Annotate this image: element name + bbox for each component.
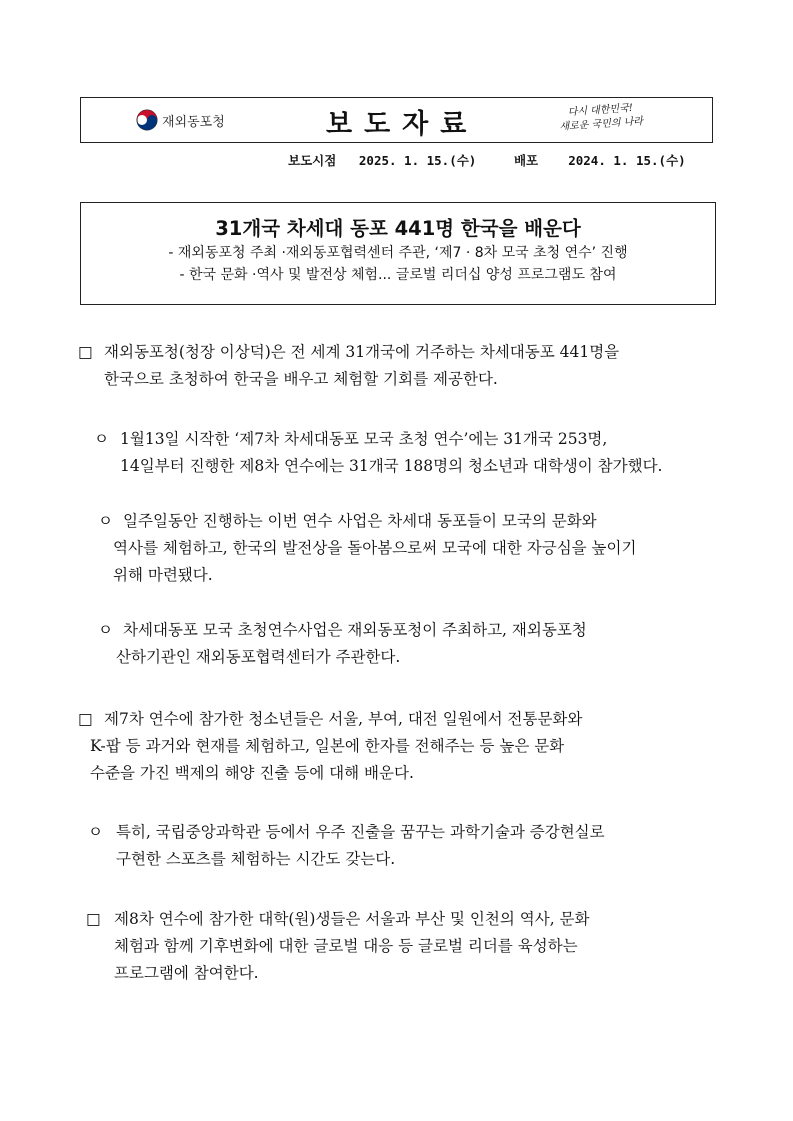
text-line: 프로그램에 참여한다. xyxy=(114,964,259,982)
paragraph-1b xyxy=(98,508,719,589)
text-line: 체험과 함께 기후변화에 대한 글로벌 대응 등 글로벌 리더를 육성하는 xyxy=(114,937,578,955)
report-label: 보도시점 xyxy=(288,153,337,168)
document-title: 보도자료 xyxy=(326,109,479,140)
circle-bullet: ㅇ xyxy=(98,621,113,639)
text-line: 제8차 연수에 참가한 대학(원)생들은 서울과 부산 및 인천의 역사, 문화 xyxy=(114,910,590,928)
text-line: 재외동포청(청장 이상덕)은 전 세계 31개국에 거주하는 차세대동포 441명을 xyxy=(104,343,620,361)
taegeuk-icon xyxy=(136,109,158,131)
headline: 31개국 차세대 동포 441명 한국을 배운다 xyxy=(215,217,581,240)
circle-bullet: ㅇ xyxy=(94,430,109,448)
text-line: 한국으로 초청하여 한국을 배우고 체험할 기회를 제공한다. xyxy=(104,370,498,388)
paragraph-3 xyxy=(86,906,718,987)
square-bullet: □ xyxy=(86,910,101,928)
text-line: 산하기관인 재외동포협력센터가 주관한다. xyxy=(116,648,401,666)
release-meta xyxy=(288,151,686,169)
slogan xyxy=(558,101,643,135)
distribution-date: 2024. 1. 15.(수) xyxy=(568,153,686,168)
subheadline-2: - 한국 문화 ·역사 및 발전상 체험... 글로벌 리더십 양성 프로그램도 참여 xyxy=(179,267,617,283)
text-line: 일주일동안 진행하는 이번 연수 사업은 차세대 동포들이 모국의 문화와 xyxy=(123,512,597,530)
paragraph-1 xyxy=(78,339,718,393)
text-line: 위해 마련됐다. xyxy=(113,566,213,584)
square-bullet: □ xyxy=(78,343,93,361)
text-line: 제7차 연수에 참가한 청소년들은 서울, 부여, 대전 일원에서 전통문화와 xyxy=(104,710,583,728)
circle-bullet: ㅇ xyxy=(88,823,103,841)
agency-logo xyxy=(136,109,225,131)
slogan-line-1: 다시 대한민국! xyxy=(567,102,634,119)
paragraph-1c xyxy=(98,617,719,671)
paragraph-2a xyxy=(88,819,718,873)
text-line: K-팝 등 과거와 현재를 체험하고, 일본에 한자를 전해주는 등 높은 문화 xyxy=(90,737,565,755)
text-line: 수준을 가진 백제의 해양 진출 등에 대해 배운다. xyxy=(90,764,414,782)
logo-text: 재외동포청 xyxy=(162,114,225,130)
press-release-header xyxy=(80,97,713,143)
square-bullet: □ xyxy=(78,710,93,728)
paragraph-2 xyxy=(78,706,718,787)
circle-bullet: ㅇ xyxy=(98,512,113,530)
report-date: 2025. 1. 15.(수) xyxy=(358,153,477,168)
text-line: 14일부터 진행한 제8차 연수에는 31개국 188명의 청소년과 대학생이 참가했다. xyxy=(120,457,663,475)
text-line: 1월13일 시작한 ‘제7차 차세대동포 모국 초청 연수’에는 31개국 253명, xyxy=(120,430,608,448)
headline-box xyxy=(80,202,716,305)
distribution-label: 배포 xyxy=(513,153,539,168)
subheadline-1: - 재외동포청 주최 ·재외동포협력센터 주관, ‘제7 · 8차 모국 초청 연수’ 진행 xyxy=(168,245,628,261)
text-line: 특히, 국립중앙과학관 등에서 우주 진출을 꿈꾸는 과학기술과 증강현실로 xyxy=(116,823,605,841)
text-line: 역사를 체험하고, 한국의 발전상을 돌아봄으로써 모국에 대한 자긍심을 높이기 xyxy=(113,539,637,557)
slogan-line-2: 새로운 국민의 나라 xyxy=(559,116,644,133)
text-line: 차세대동포 모국 초청연수사업은 재외동포청이 주최하고, 재외동포청 xyxy=(123,621,587,639)
text-line: 구현한 스포츠를 체험하는 시간도 갖는다. xyxy=(116,850,396,868)
paragraph-1a xyxy=(94,426,719,480)
